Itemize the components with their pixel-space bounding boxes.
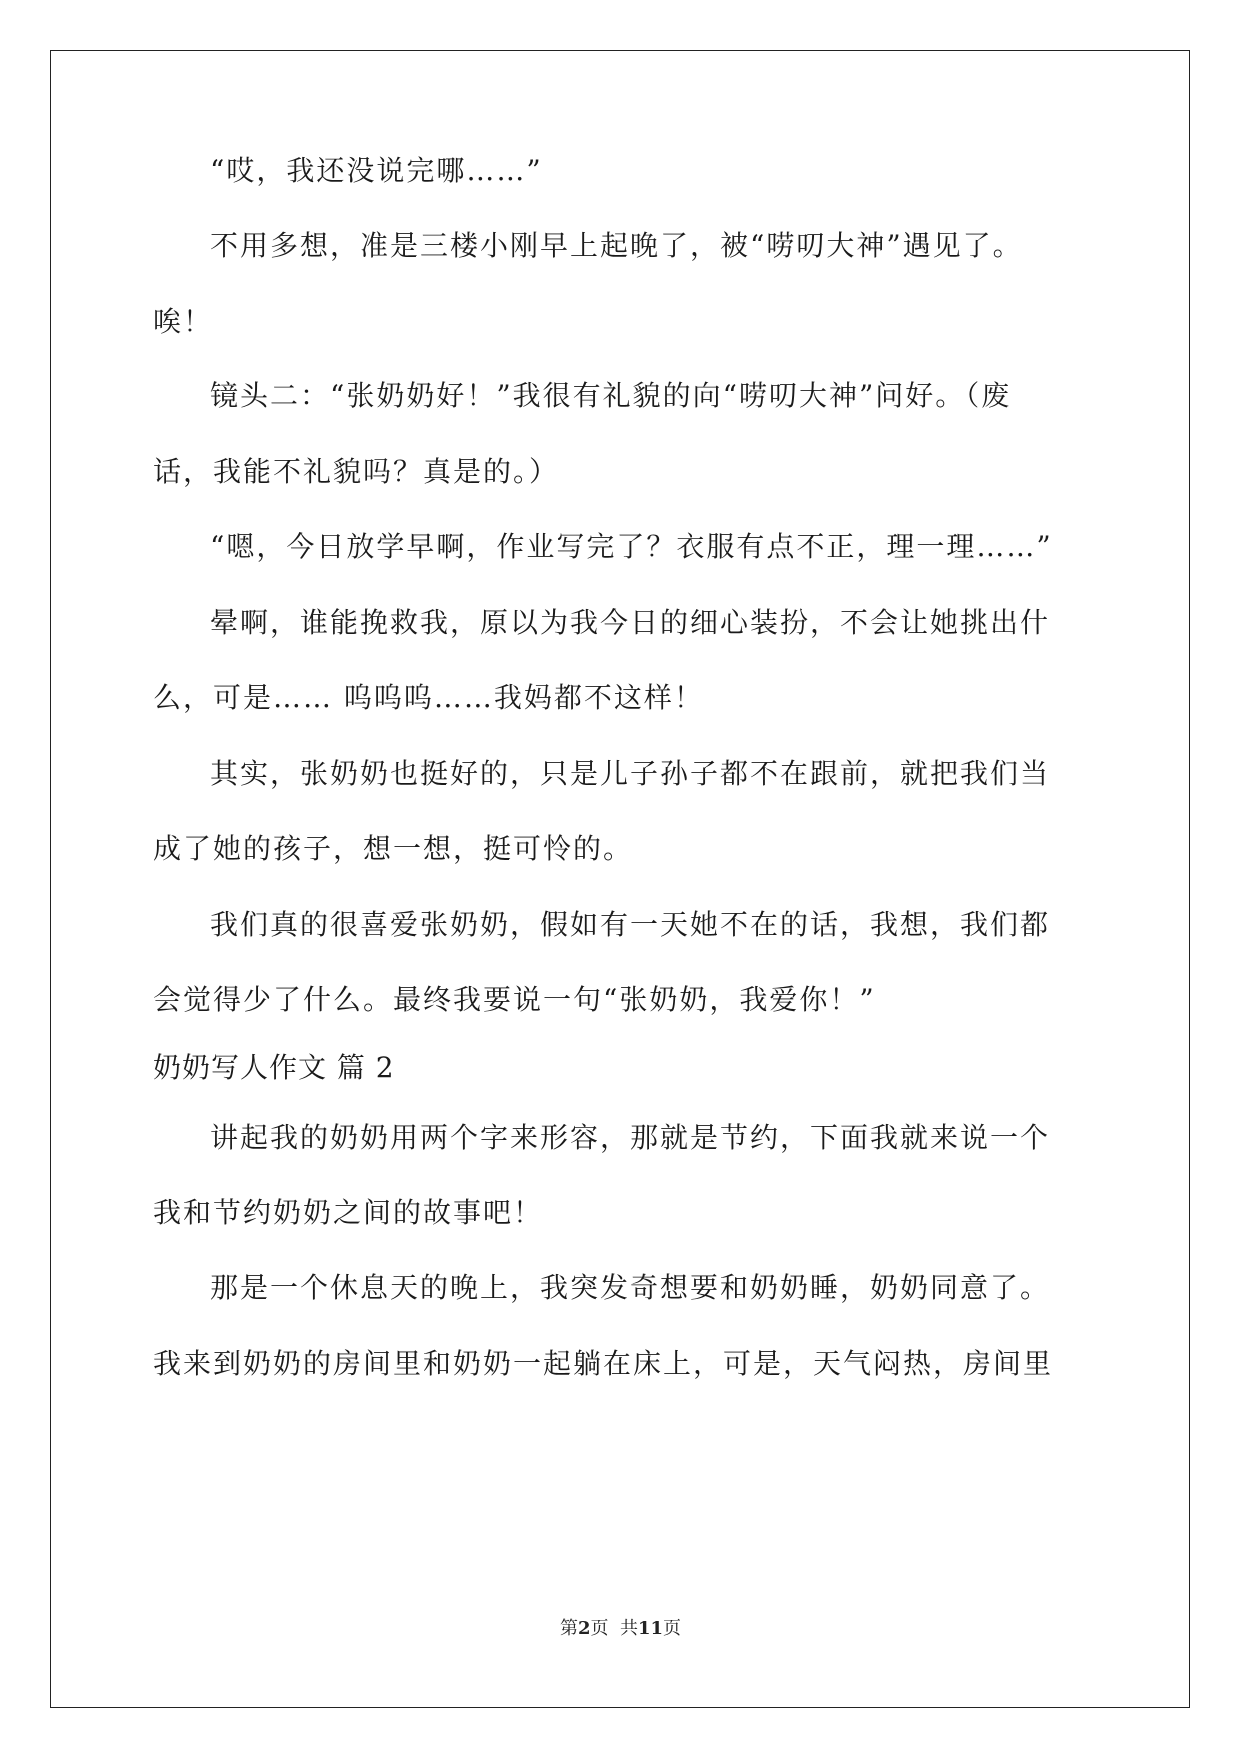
paragraph-line: 我来到奶奶的房间里和奶奶一起躺在床上，可是，天气闷热，房间里	[153, 1347, 1054, 1380]
paragraph-line: 唉！	[153, 305, 214, 338]
paragraph-line: 不用多想，准是三楼小刚早上起晚了，被“唠叨大神”遇见了。	[210, 229, 1023, 262]
paragraph-line: 我们真的很喜爱张奶奶，假如有一天她不在的话，我想，我们都	[210, 908, 1051, 941]
paragraph-line: “嗯，今日放学早啊，作业写完了？衣服有点不正，理一理……”	[210, 530, 1053, 563]
paragraph-line: 讲起我的奶奶用两个字来形容，那就是节约，下面我就来说一个	[210, 1121, 1051, 1154]
paragraph-line: 我和节约奶奶之间的故事吧！	[153, 1196, 544, 1229]
paragraph-line: 晕啊，谁能挽救我，原以为我今日的细心装扮，不会让她挑出什	[210, 606, 1051, 639]
paragraph-line: 那是一个休息天的晚上，我突发奇想要和奶奶睡，奶奶同意了。	[210, 1271, 1051, 1304]
page-total: 11	[637, 1618, 664, 1639]
paragraph-line: “哎，我还没说完哪……”	[210, 154, 543, 187]
paragraph-line: 镜头二：“张奶奶好！”我很有礼貌的向“唠叨大神”问好。（废	[210, 379, 1012, 412]
section-heading: 奶奶写人作文 篇 2	[153, 1051, 395, 1084]
page-mid: 页 共	[590, 1618, 638, 1639]
page-border	[50, 50, 1190, 1708]
page-suffix: 页	[663, 1618, 682, 1639]
page-current: 2	[577, 1618, 591, 1639]
page-prefix: 第	[559, 1618, 578, 1639]
paragraph-line: 成了她的孩子，想一想，挺可怜的。	[153, 832, 634, 865]
paragraph-line: 会觉得少了什么。最终我要说一句“张奶奶，我爱你！”	[153, 983, 876, 1016]
paragraph-line: 其实，张奶奶也挺好的，只是儿子孙子都不在跟前，就把我们当	[210, 757, 1051, 790]
paragraph-line: 话，我能不礼貌吗？真是的。）	[153, 455, 560, 488]
page-footer	[0, 1620, 1241, 1638]
paragraph-line: 么，可是…… 呜呜呜……我妈都不这样！	[153, 681, 704, 714]
